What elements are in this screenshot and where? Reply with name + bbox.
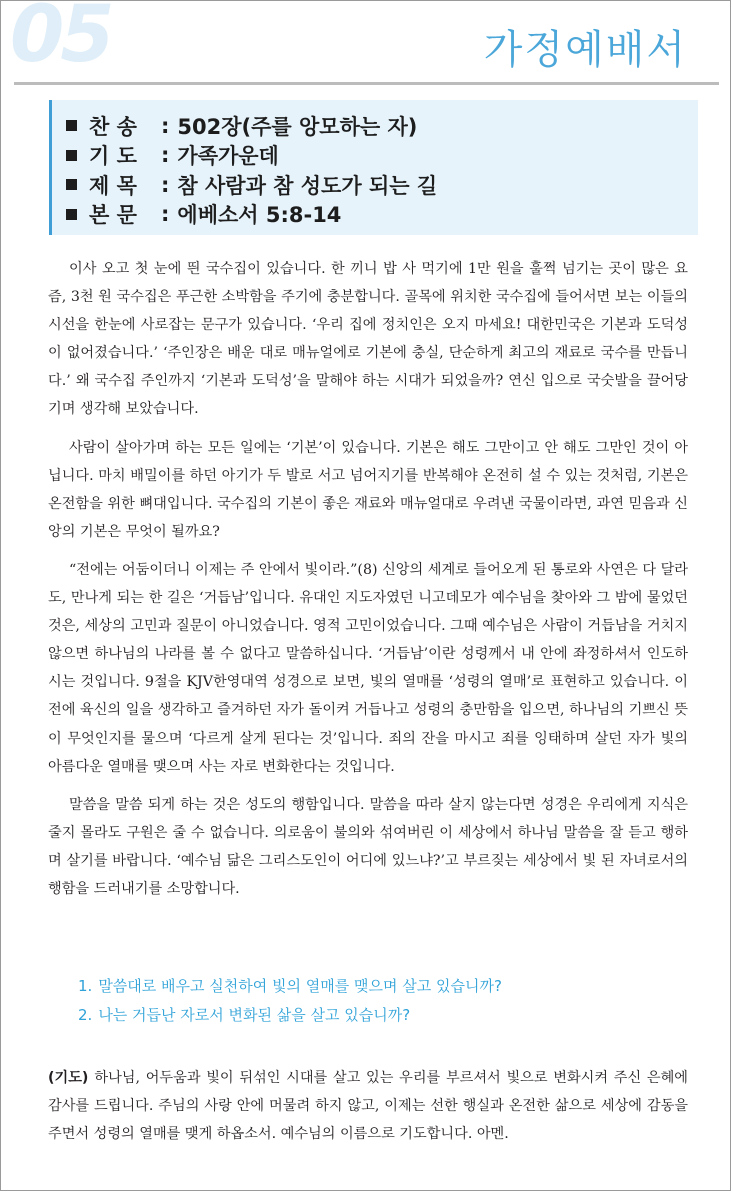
page-number: 05 [10, 0, 111, 80]
body-paragraph: 사람이 살아가며 하는 모든 일에는 ‘기본’이 있습니다. 기본은 해도 그만이고 안 해도 그만인 것이 아닙니다. 마치 배밀이를 하던 아기가 두 발로 서고 넘어지기를 반복해야 온전히 설 수 있는 것처럼, 기본은 온전함을 위한 뼈대입니다. 국수집의 기본이 좋은 재료와 매뉴얼대로 우려낸 국물이라면, 과연 믿음과 신앙의 기본은 무엇이 될까요? [48, 439, 688, 540]
prayer-label: (기도) [48, 1070, 89, 1086]
question-text: 나는 거듭난 자로서 변화된 삶을 살고 있습니까? [98, 1005, 411, 1024]
info-label: 찬 송 [89, 114, 137, 139]
info-value: 가족가운데 [177, 144, 279, 169]
reflection-questions [78, 972, 502, 1029]
square-bullet-icon [66, 209, 77, 220]
body-paragraph: “전에는 어둠이더니 이제는 주 안에서 빛이라.”(8) 신앙의 세계로 들어오게 된 통로와 사연은 다 달라도, 만나게 되는 한 길은 ‘거듭남’입니다. 유대인 지도자였던 니고데모가 예수님을 찾아와 그 밤에 물었던 것은, 세상의 고민과 질문이 아니었습니다. 영적 고민이었습니다. 그때 예수님은 사람이 거듭남을 거치지 않으면 하나님의 나라를 볼 수 없다고 말씀하십니다. ‘거듭남’이란 성령께서 내 안에 좌정하셔서 인도하시는 것입니다. 9절을 KJV한영대역 성경으로 보면, 빛의 열매를 ‘성령의 열매’로 표현하고 있습니다. 이전에 육신의 일을 생각하고 즐겨하던 자가 돌이켜 거듭나고 성령의 충만함을 입으면, 하나님의 기쁘신 뜻이 무엇인지를 물으며 ‘다르게 살게 된다는 것’입니다. 죄의 잔을 마시고 죄를 잉태하며 살던 자가 빛의 아름다운 열매를 맺으며 사는 자로 변화한다는 것입니다. [48, 561, 688, 775]
body-paragraph: 말씀을 말씀 되게 하는 것은 성도의 행함입니다. 말씀을 따라 살지 않는다면 성경은 우리에게 지식은 줄지 몰라도 구원은 줄 수 없습니다. 의로움이 불의와 섞여버린 이 세상에서 하나님 말씀을 잘 듣고 행하며 살기를 바랍니다. ‘예수님 닮은 그리스도인이 어디에 있느냐?’고 부르짖는 세상에서 빛 된 자녀로서의 행함을 드러내기를 소망합니다. [48, 796, 688, 897]
sermon-body [48, 255, 688, 903]
square-bullet-icon [66, 120, 77, 131]
info-label: 제 목 [89, 173, 137, 198]
square-bullet-icon [66, 179, 77, 190]
question-item [78, 1001, 502, 1030]
question-text: 말씀대로 배우고 실천하여 빛의 열매를 맺으며 살고 있습니까? [98, 977, 502, 995]
info-value: 참 사람과 참 성도가 되는 길 [177, 173, 438, 198]
section-title: 가정예배서 [483, 27, 687, 73]
square-bullet-icon [66, 150, 77, 161]
info-row-title [66, 170, 698, 200]
info-value: 에베소서 5:8-14 [177, 203, 342, 228]
question-item [78, 972, 502, 1001]
info-colon: : [161, 202, 170, 227]
body-paragraph: 이사 오고 첫 눈에 띈 국수집이 있습니다. 한 끼니 밥 사 먹기에 1만 원을 훌쩍 넘기는 곳이 많은 요즘, 3천 원 국수집은 푸근한 소박함을 주기에 충분합니다. 골목에 위치한 국수집에 들어서면 보는 이들의 시선을 한눈에 사로잡는 문구가 있습니다. ‘우리 집에 정치인은 오지 마세요! 대한민국은 기본과 도덕성이 없어졌습니다.’ ‘주인장은 배운 대로 매뉴얼에로 기본에 충실, 단순하게 최고의 재료로 국수를 만듭니다.’ 왜 국수집 주인까지 ‘기본과 도덕성’을 말해야 하는 시대가 되었을까? 연신 입으로 국숫발을 끌어당기며 생각해 보았습니다. [48, 261, 688, 418]
info-row-prayer [66, 141, 698, 171]
info-colon: : [161, 143, 170, 168]
info-label: 기 도 [89, 144, 137, 169]
worship-info-box [49, 100, 698, 235]
closing-prayer [48, 1064, 688, 1148]
question-number: 2. [78, 1005, 93, 1024]
info-colon: : [161, 113, 170, 138]
info-row-hymn [66, 111, 698, 141]
info-value: 502장(주를 앙모하는 자) [177, 114, 418, 139]
info-row-scripture [66, 200, 698, 230]
question-number: 1. [78, 977, 93, 995]
info-label: 본 문 [89, 203, 137, 228]
info-colon: : [161, 172, 170, 197]
header-divider [14, 82, 719, 85]
prayer-text: 하나님, 어두움과 빛이 뒤섞인 시대를 살고 있는 우리를 부르셔서 빛으로 변화시켜 주신 은혜에 감사를 드립니다. 주님의 사랑 안에 머물려 하지 않고, 이제는 선한 행실과 온전한 삶으로 세상에 감동을 주면서 성령의 열매를 맺게 하옵소서. 예수님의 이름으로 기도합니다. 아멘. [48, 1070, 688, 1143]
